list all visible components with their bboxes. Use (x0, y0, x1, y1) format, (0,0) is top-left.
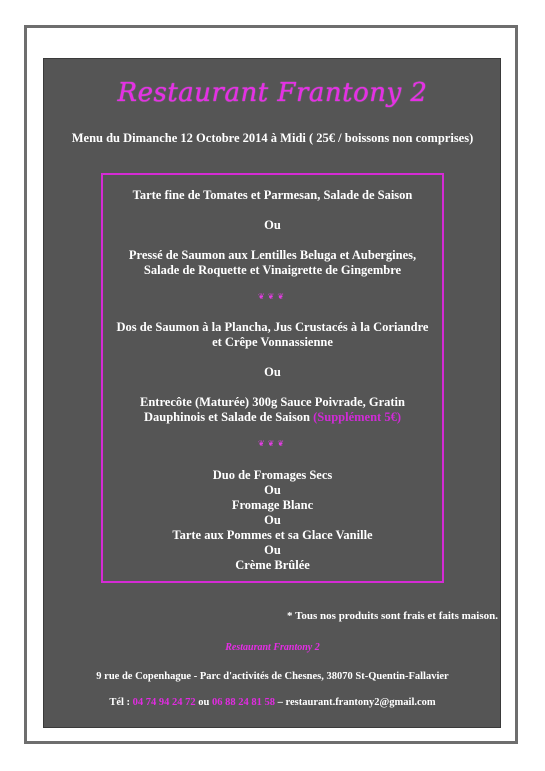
plat-2-text: Dauphinois et Salade de Saison (143, 410, 311, 424)
plat-1-line1: Dos de Saumon à la Plancha, Jus Crustacés à la Coriandre (116, 320, 429, 334)
plat-2-line1: Entrecôte (Maturée) 300g Sauce Poivrade, Gratin (140, 395, 405, 409)
contact-line (0, 697, 545, 708)
menu-subtitle: Menu du Dimanche 12 Octobre 2014 à Midi ( 25€ / boissons non comprises) (71, 131, 474, 145)
email-link[interactable]: – restaurant.frantony2@gmail.com (277, 697, 436, 708)
address: 9 rue de Copenhague - Parc d'activités de Chesnes, 38070 St-Quentin-Fallavier (96, 671, 449, 682)
separator-ornament: ❦❦❦ (257, 439, 288, 448)
restaurant-title: Restaurant Frantony 2 (117, 78, 428, 108)
or-word: ou (198, 697, 210, 708)
tel-label: Tél : (109, 697, 131, 708)
phone-1[interactable]: 04 74 94 24 72 (132, 697, 196, 708)
dessert-4: Crème Brûlée (235, 558, 310, 572)
or-label: Ou (264, 513, 281, 527)
homemade-note: * Tous nos produits sont frais et faits maison. (287, 610, 498, 622)
entree-1: Tarte fine de Tomates et Parmesan, Salade de Saison (132, 188, 413, 202)
entree-2-line2: Salade de Roquette et Vinaigrette de Gingembre (143, 263, 402, 277)
plat-1-line2: et Crêpe Vonnassienne (212, 335, 333, 349)
dessert-1: Duo de Fromages Secs (212, 468, 333, 482)
entree-2-line1: Pressé de Saumon aux Lentilles Beluga et Aubergines, (128, 248, 417, 262)
or-label: Ou (264, 365, 281, 379)
or-label: Ou (264, 543, 281, 557)
dessert-3: Tarte aux Pommes et sa Glace Vanille (172, 528, 373, 542)
supplement-label: (Supplément 5€) (313, 410, 401, 424)
plat-2-line2 (101, 410, 444, 425)
or-label: Ou (264, 483, 281, 497)
footer-restaurant-name: Restaurant Frantony 2 (225, 642, 320, 653)
separator-ornament: ❦❦❦ (257, 292, 288, 301)
phone-2[interactable]: 06 88 24 81 58 (212, 697, 276, 708)
or-label: Ou (264, 218, 281, 232)
dessert-2: Fromage Blanc (231, 498, 314, 512)
